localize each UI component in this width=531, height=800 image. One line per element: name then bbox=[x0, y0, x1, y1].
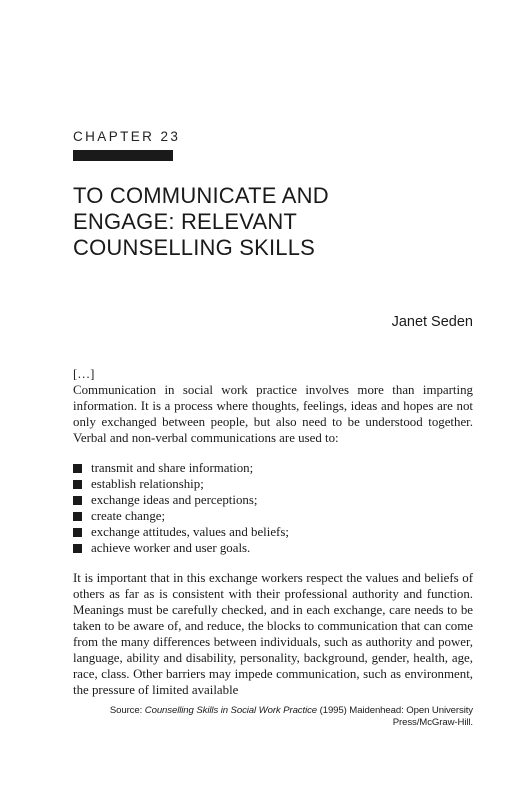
chapter-rule bbox=[73, 150, 173, 161]
chapter-title bbox=[73, 183, 473, 261]
list-item bbox=[73, 524, 473, 540]
body-text bbox=[73, 366, 473, 698]
source-publisher: (1995) Maidenhead: Open University Press/McGraw-Hill. bbox=[317, 705, 473, 728]
author-name: Janet Seden bbox=[391, 314, 473, 330]
list-item bbox=[73, 508, 473, 524]
square-bullet-icon bbox=[73, 544, 82, 553]
list-item-text: transmit and share information; bbox=[91, 461, 254, 475]
list-item bbox=[73, 540, 473, 556]
square-bullet-icon bbox=[73, 480, 82, 489]
square-bullet-icon bbox=[73, 496, 82, 505]
intro-paragraph: Communication in social work practice involves more than imparting information. It is a process where thoughts, feelings, ideas and hopes are not only exchanged between people, but also need to be understood together. Verbal and non-verbal communications are used to: bbox=[73, 383, 473, 445]
list-item bbox=[73, 476, 473, 492]
chapter-label: CHAPTER 23 bbox=[73, 129, 181, 144]
list-item-text: exchange attitudes, values and beliefs; bbox=[91, 525, 289, 539]
list-item-text: create change; bbox=[91, 509, 166, 523]
list-item-text: establish relationship; bbox=[91, 477, 204, 491]
source-prefix: Source: bbox=[109, 705, 145, 716]
source-title: Counselling Skills in Social Work Practice bbox=[144, 705, 318, 716]
square-bullet-icon bbox=[73, 528, 82, 537]
list-item-text: exchange ideas and perceptions; bbox=[91, 493, 258, 507]
chapter-title-line: ENGAGE: RELEVANT bbox=[73, 209, 298, 234]
list-item-text: achieve worker and user goals. bbox=[91, 541, 251, 555]
omission-marker: […] bbox=[73, 367, 95, 381]
bullet-list bbox=[73, 460, 473, 556]
source-citation bbox=[83, 705, 473, 729]
square-bullet-icon bbox=[73, 464, 82, 473]
chapter-title-line: TO COMMUNICATE AND bbox=[73, 183, 329, 208]
body-paragraph: It is important that in this exchange workers respect the values and beliefs of others as far as is consistent with their professional authority and function. Meanings must be carefully checked, and in each exchange, care needs to be taken to be aware of, and reduce, the blocks to communication that can come from the many differences between individuals, such as authority and power, language, ability and disability, personality, background, gender, health, age, race, class. Other barriers may impede communication, such as environment, the pressure of limited available bbox=[73, 571, 473, 697]
square-bullet-icon bbox=[73, 512, 82, 521]
chapter-title-line: COUNSELLING SKILLS bbox=[73, 235, 316, 260]
list-item bbox=[73, 460, 473, 476]
list-item bbox=[73, 492, 473, 508]
